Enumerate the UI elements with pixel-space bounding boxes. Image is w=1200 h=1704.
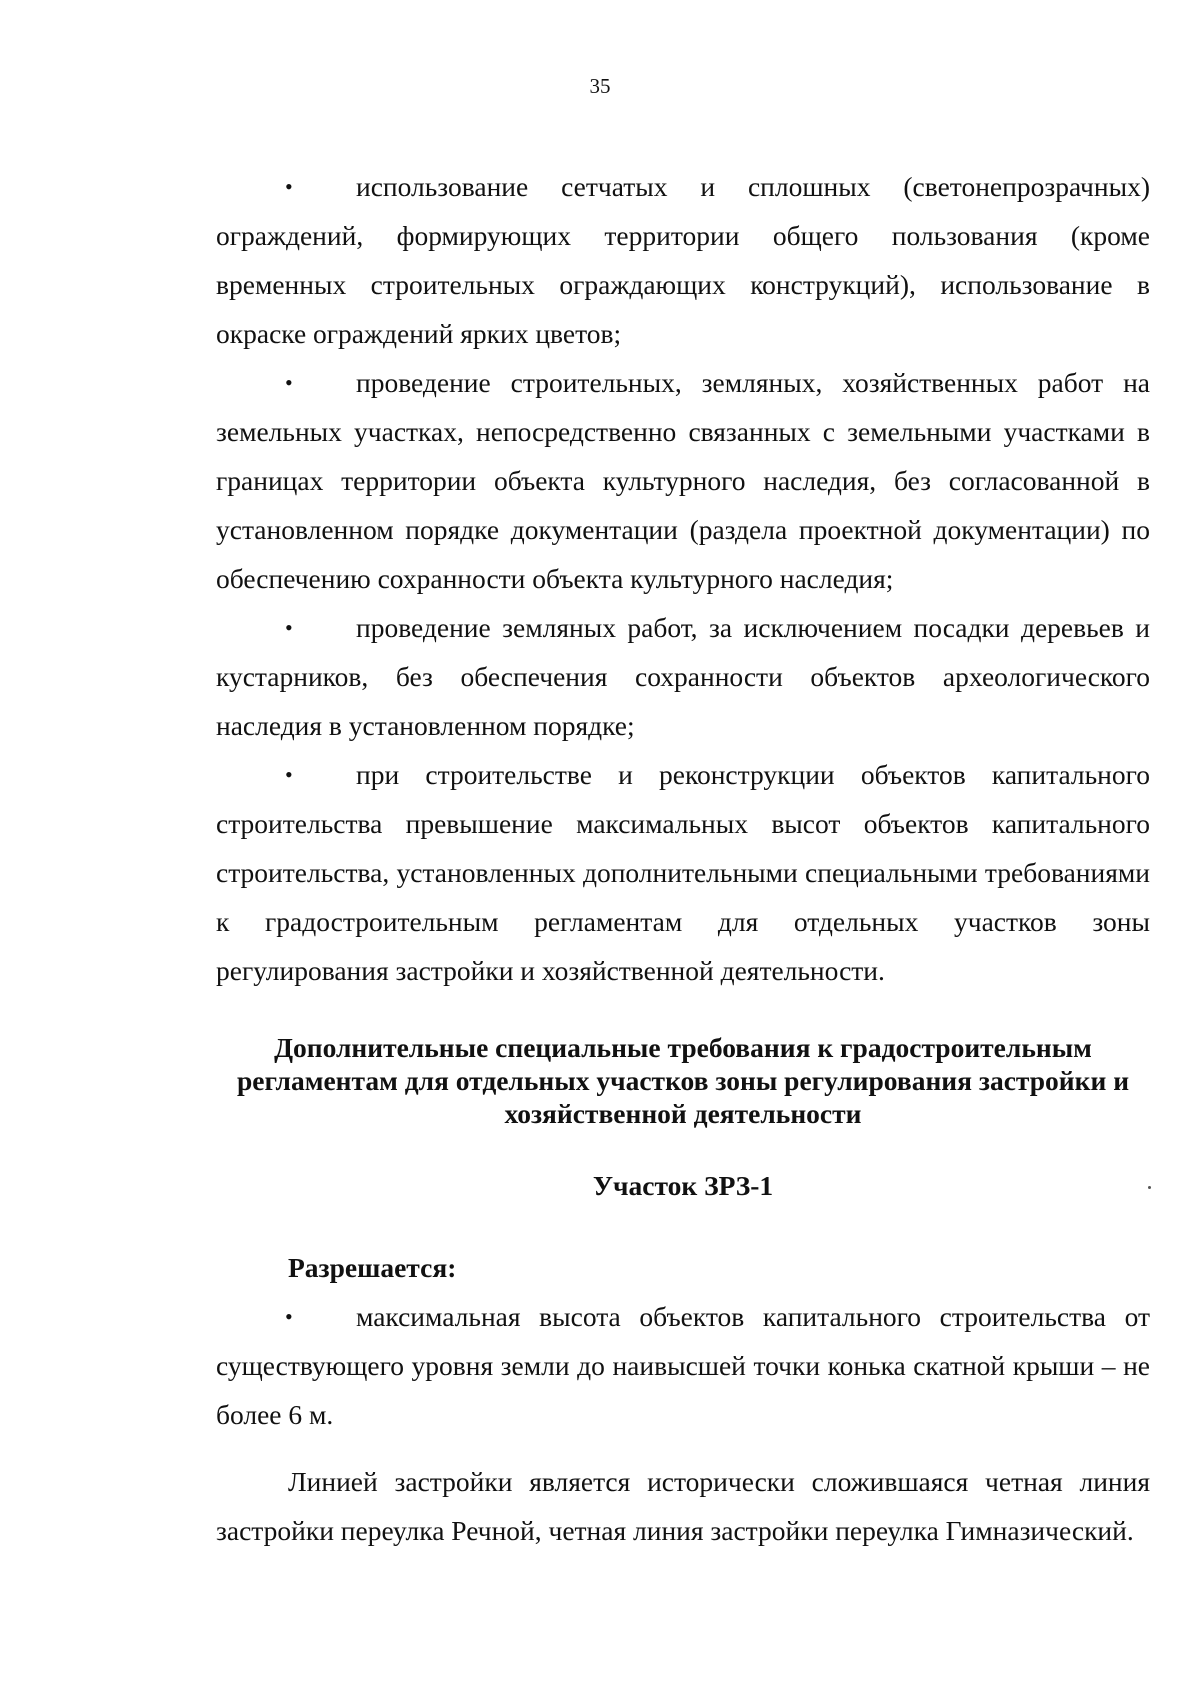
bullet-icon: • (285, 370, 293, 395)
list-item-text: при строительстве и реконструкции объектов капитального строительства превышение максимальных высот объектов капитального строительства, установленных дополнительными специальными требованиями к градостроительным регламентам для отдельных участков зоны регулирования застройки и хозяйственной деятельности. (216, 759, 1150, 986)
closing-paragraph: Линией застройки является исторически сложившаяся четная линия застройки переулка Речной, четная линия застройки переулка Гимназический. (216, 1466, 1150, 1546)
bullet-icon: • (285, 762, 293, 787)
list-item (216, 162, 1150, 358)
section-heading (216, 1031, 1150, 1130)
list-item-text: использование сетчатых и сплошных (светонепрозрачных) ограждений, формирующих территории общего пользования (кроме временных строительных ограждающих конструкций), использование в окраске ограждений ярких цветов; (216, 171, 1150, 349)
list-item-text: проведение земляных работ, за исключением посадки деревьев и кустарников, без обеспечения сохранности объектов археологического наследия в установленном порядке; (216, 612, 1150, 741)
section-subheading: Участок ЗРЗ-1 (592, 1170, 774, 1201)
list-item (216, 1292, 1150, 1439)
scan-speck (1148, 1186, 1151, 1189)
page-number: 35 (589, 74, 611, 98)
bullet-icon: • (285, 1304, 293, 1329)
section-heading-line: хозяйственной деятельности (504, 1098, 862, 1129)
allowed-label: Разрешается: (288, 1252, 457, 1283)
list-item-text: проведение строительных, земляных, хозяйственных работ на земельных участках, непосредственно связанных с земельными участками в границах территории объекта культурного наследия, без согласованной в установленном порядке документации (раздела проектной документации) по обеспечению сохранности объекта культурного наследия; (216, 367, 1150, 594)
list-item (216, 603, 1150, 750)
document-body (216, 162, 1150, 1555)
bullet-icon: • (285, 174, 293, 199)
section-heading-line: Дополнительные специальные требования к градостроительным (274, 1032, 1092, 1063)
section-heading-line: регламентам для отдельных участков зоны регулирования застройки и (236, 1065, 1130, 1096)
bullet-icon: • (285, 615, 293, 640)
list-item-text: максимальная высота объектов капитального строительства от существующего уровня земли до наивысшей точки конька скатной крыши – не более 6 м. (216, 1301, 1150, 1430)
list-item (216, 358, 1150, 603)
list-item (216, 750, 1150, 995)
